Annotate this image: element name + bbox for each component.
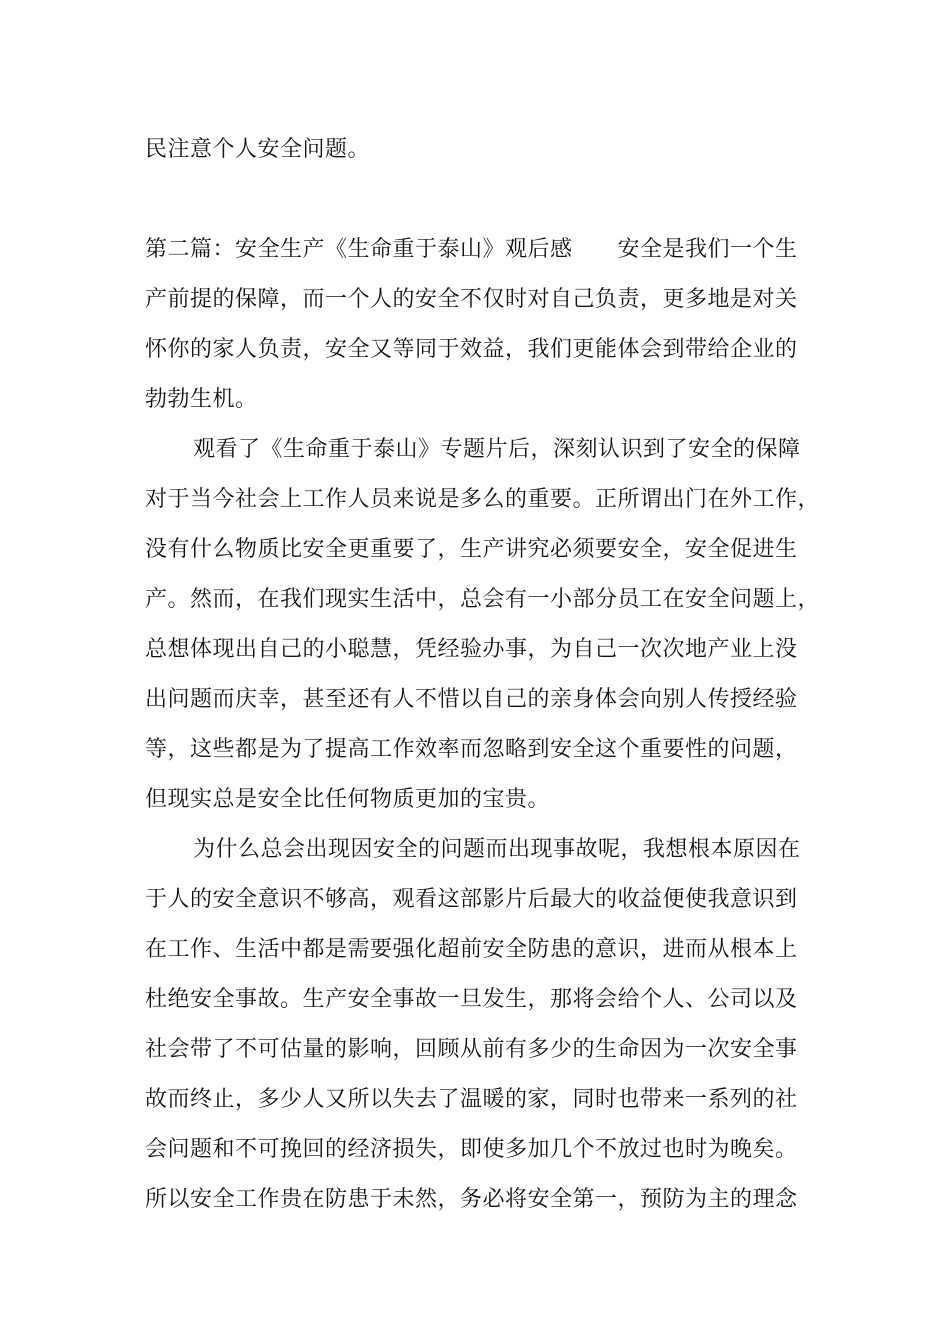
text-line-13: 但现实总是安全比任何物质更加的宝贵。: [145, 787, 551, 812]
text-line-12: 等，这些都是为了提高工作效率而忽略到安全这个重要性的问题，: [145, 737, 798, 762]
text-line-7: 对于当今社会上工作人员来说是多么的重要。正所谓出门在外工作，: [145, 487, 821, 512]
text-line-19: 故而终止，多少人又所以失去了温暖的家，同时也带来一系列的社: [145, 1087, 798, 1112]
text-line-3: 产前提的保障，而一个人的安全不仅时对自己负责，更多地是对关: [145, 287, 798, 312]
text-line-5: 勃勃生机。: [145, 387, 258, 412]
text-line-16: 在工作、生活中都是需要强化超前安全防患的意识，进而从根本上: [145, 937, 798, 962]
text-line-21: 所以安全工作贵在防患于未然，务必将安全第一，预防为主的理念: [145, 1187, 798, 1212]
text-line-20: 会问题和不可挽回的经济损失，即使多加几个不放过也时为晚矣。: [145, 1137, 798, 1162]
text-line-4: 怀你的家人负责，安全又等同于效益，我们更能体会到带给企业的: [145, 337, 798, 362]
text-line-6: 观看了《生命重于泰山》专题片后，深刻认识到了安全的保障: [193, 437, 801, 462]
text-line-2: 第二篇：安全生产《生命重于泰山》观后感 安全是我们一个生: [145, 237, 798, 262]
text-line-15: 于人的安全意识不够高，观看这部影片后最大的收益便使我意识到: [145, 887, 798, 912]
text-line-17: 杜绝安全事故。生产安全事故一旦发生，那将会给个人、公司以及: [145, 987, 798, 1012]
text-line-14: 为什么总会出现因安全的问题而出现事故呢，我想根本原因在: [193, 837, 801, 862]
text-line-1: 民注意个人安全问题。: [145, 137, 371, 162]
text-line-9: 产。然而，在我们现实生活中，总会有一小部分员工在安全问题上，: [145, 587, 821, 612]
text-line-18: 社会带了不可估量的影响，回顾从前有多少的生命因为一次安全事: [145, 1037, 798, 1062]
text-line-8: 没有什么物质比安全更重要了，生产讲究必须要安全，安全促进生: [145, 537, 798, 562]
text-line-11: 出问题而庆幸，甚至还有人不惜以自己的亲身体会向别人传授经验: [145, 687, 798, 712]
text-line-10: 总想体现出自己的小聪慧，凭经验办事，为自己一次次地产业上没: [145, 637, 798, 662]
